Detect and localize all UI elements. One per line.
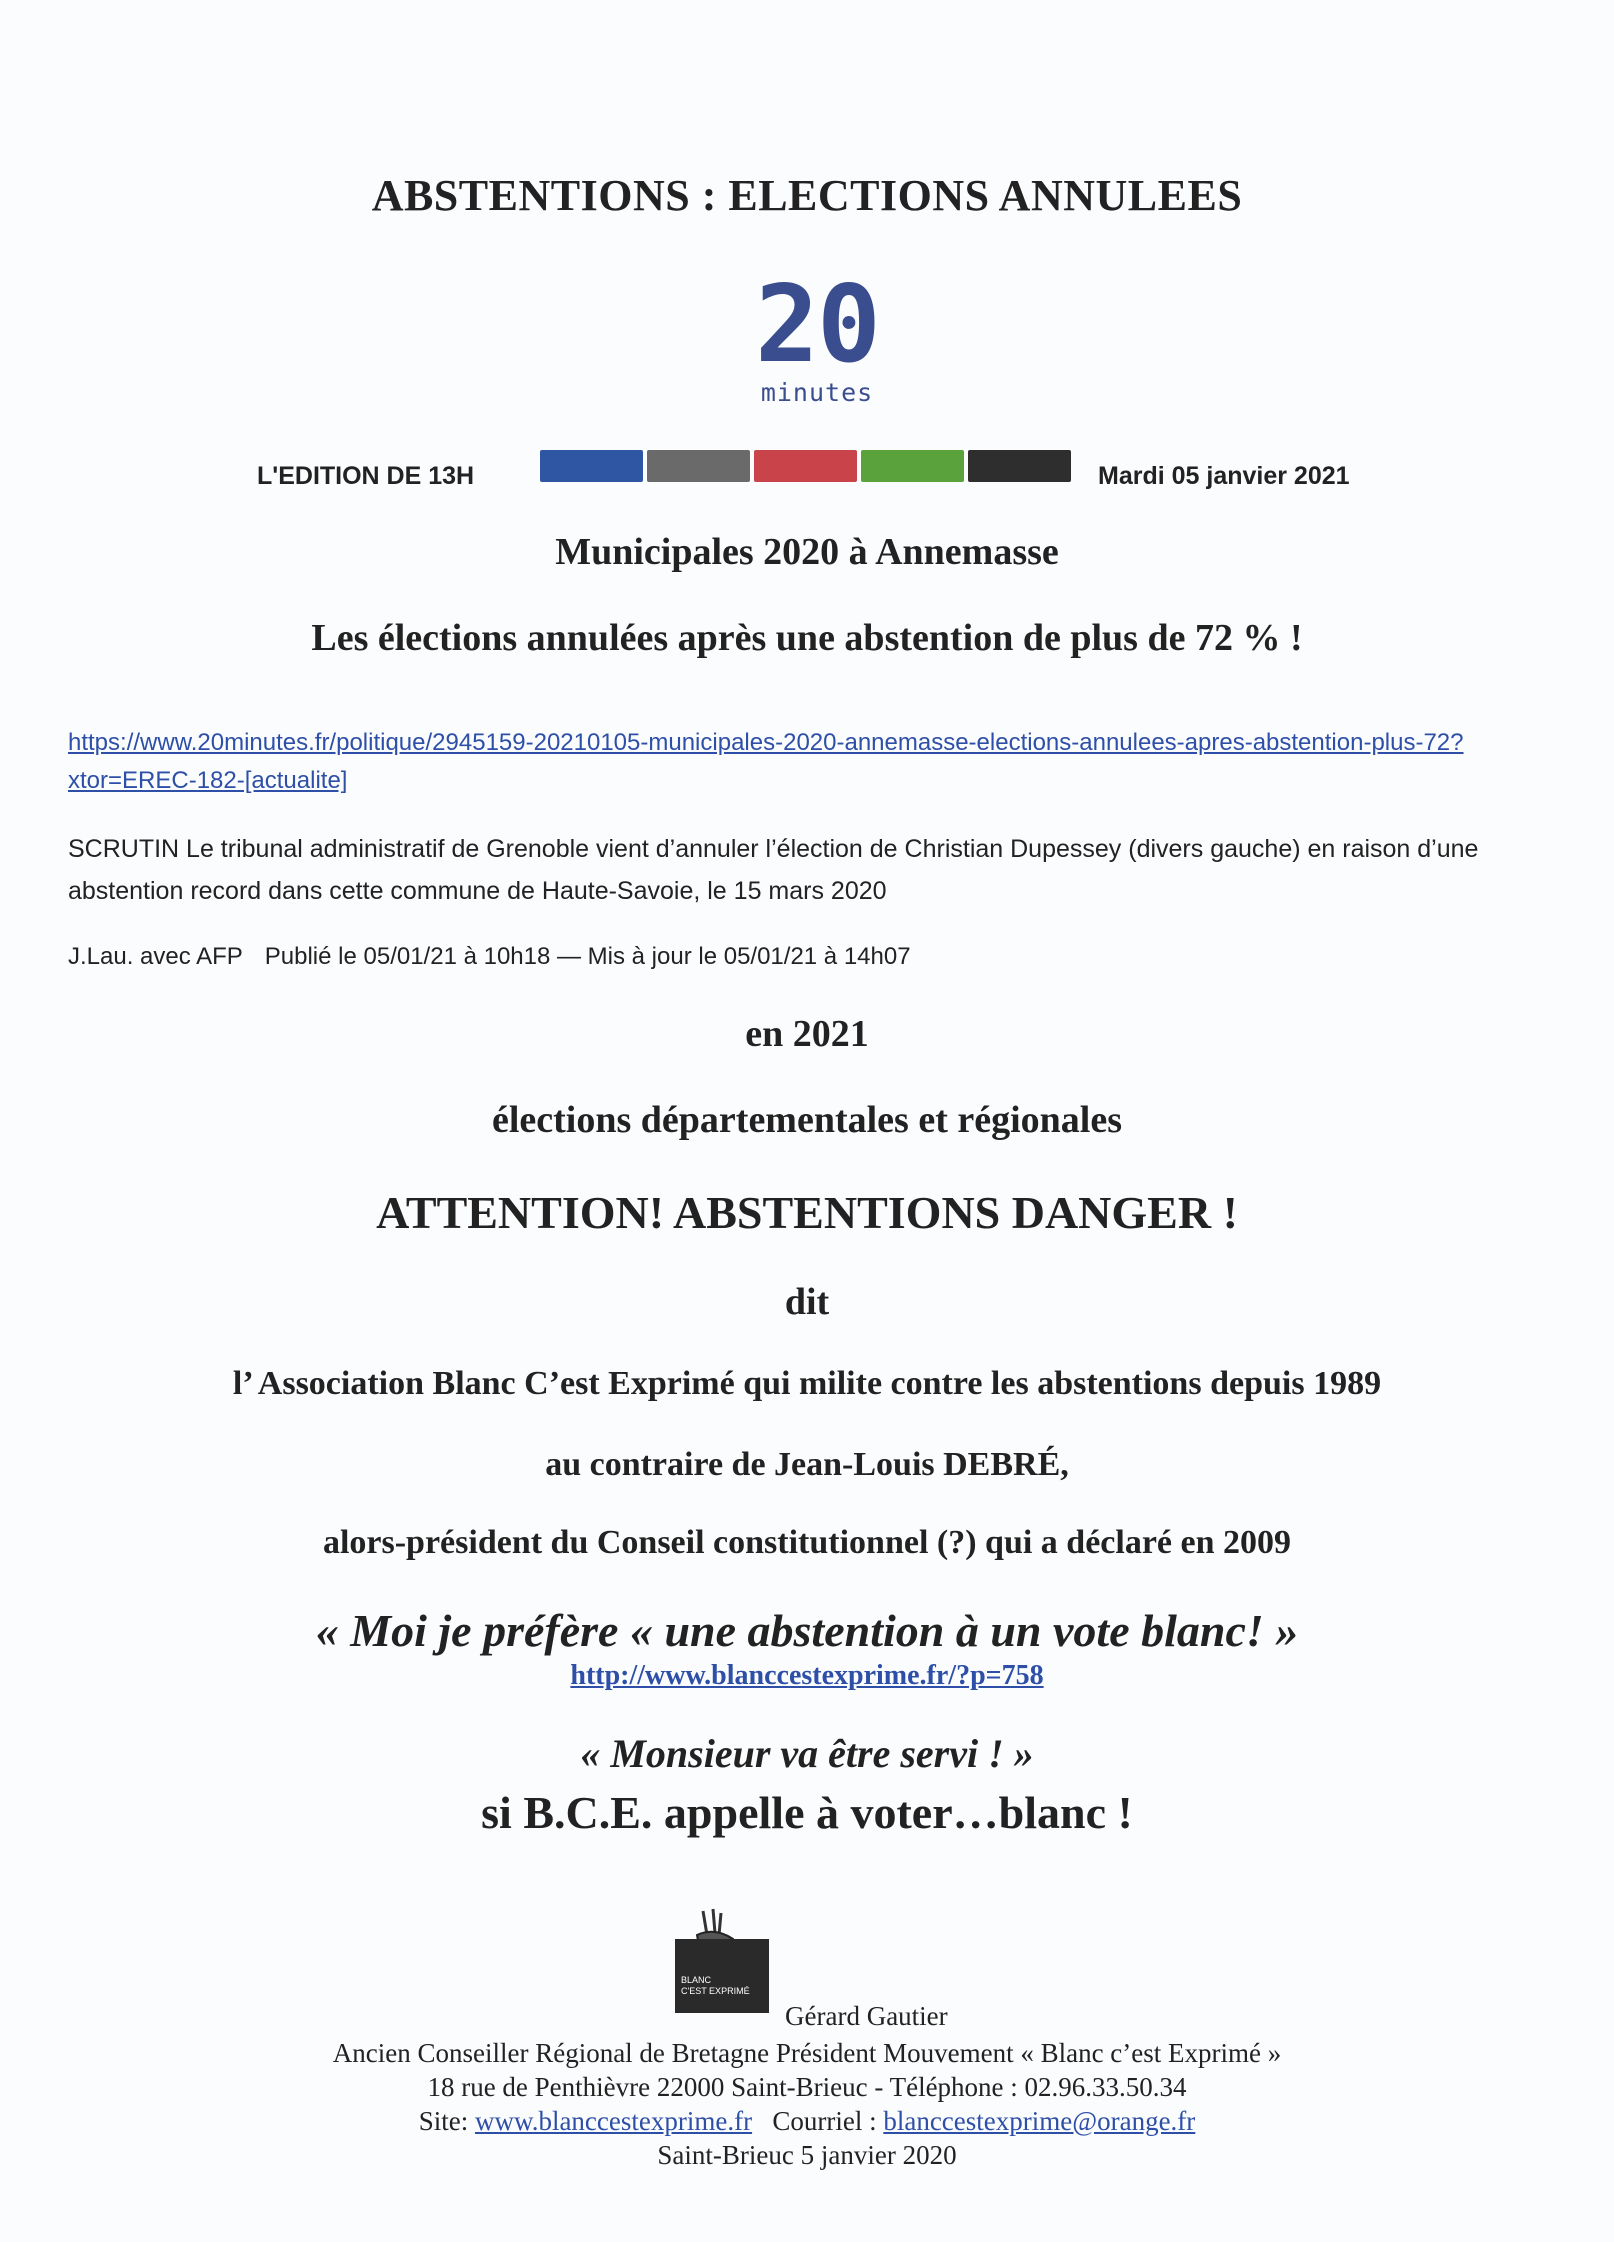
page-title: ABSTENTIONS : ELECTIONS ANNULEES: [371, 171, 1243, 220]
heading-en-2021: en 2021: [745, 1013, 869, 1055]
headline-municipales: Municipales 2020 à Annemasse: [555, 531, 1059, 573]
scrutin-paragraph: SCRUTIN Le tribunal administratif de Grenoble vient d’annuler l’élection de Christian Dupessey (divers gauche) en raison d’une abstention record dans cette commune de Haute-Savoie, le 15 mars 2020: [68, 835, 1479, 905]
text-voter-blanc: si B.C.E. appelle à voter…blanc !: [481, 1787, 1133, 1838]
color-bar-black: [968, 450, 1071, 482]
quote-monsieur: « Monsieur va être servi ! »: [580, 1731, 1034, 1776]
byline-author: J.Lau. avec AFP: [68, 943, 243, 970]
color-bar-red: [754, 450, 857, 482]
logo-digits: 20: [755, 263, 879, 386]
signer-name: Gérard Gautier: [785, 2001, 948, 2031]
mail-label: Courriel :: [752, 2106, 884, 2136]
footer-date: Saint-Brieuc 5 janvier 2020: [657, 2140, 957, 2170]
footer-titles: Ancien Conseiller Régional de Bretagne Président Mouvement « Blanc c’est Exprimé »: [332, 2038, 1282, 2068]
logo-text: [681, 1975, 750, 1997]
footer-address: 18 rue de Penthièvre 22000 Saint-Brieuc - Téléphone : 02.96.33.50.34: [427, 2072, 1187, 2102]
quote-abstention: « Moi je préfère « une abstention à un vote blanc! »: [315, 1605, 1299, 1656]
edition-date: Mardi 05 janvier 2021: [1098, 462, 1350, 490]
site-link[interactable]: www.blanccestexprime.fr: [474, 2106, 753, 2136]
color-bar-blue: [540, 450, 643, 482]
text-debre: au contraire de Jean-Louis DEBRÉ,: [545, 1446, 1069, 1483]
logo-text-line2: C'EST EXPRIMÉ: [681, 1986, 750, 1996]
blanc-cest-exprime-logo: [675, 1905, 769, 2013]
byline: [68, 943, 911, 971]
headline-elections-annulees: Les élections annulées après une abstention de plus de 72 % !: [311, 617, 1303, 659]
color-bars: [540, 450, 1071, 482]
edition-label: L'EDITION DE 13H: [257, 462, 475, 490]
text-alors-president: alors-président du Conseil constitutionnel (?) qui a déclaré en 2009: [322, 1524, 1292, 1561]
bce-link[interactable]: http://www.blanccestexprime.fr/?p=758: [570, 1660, 1044, 1691]
footer-contacts: [0, 2106, 1614, 2137]
article-link[interactable]: https://www.20minutes.fr/politique/2945159-20210105-municipales-2020-annemasse-elections-annulees-apres-abstention-plus-72?xtor=EREC-182-[actualite]: [68, 729, 1464, 794]
logo-word: minutes: [760, 378, 874, 407]
heading-danger: ATTENTION! ABSTENTIONS DANGER !: [376, 1187, 1238, 1238]
color-bar-green: [861, 450, 964, 482]
mail-link[interactable]: blanccestexprime@orange.fr: [883, 2106, 1196, 2136]
text-association: l’ Association Blanc C’est Exprimé qui milite contre les abstentions depuis 1989: [232, 1365, 1382, 1402]
logo-text-line1: BLANC: [681, 1975, 712, 1985]
20-minutes-logo: [752, 263, 882, 418]
heading-elections: élections départementales et régionales: [492, 1099, 1122, 1141]
byline-published: Publié le 05/01/21 à 10h18 — Mis à jour le 05/01/21 à 14h07: [264, 943, 911, 970]
color-bar-gray: [647, 450, 750, 482]
text-dit: dit: [784, 1281, 830, 1323]
site-label: Site:: [418, 2106, 475, 2136]
